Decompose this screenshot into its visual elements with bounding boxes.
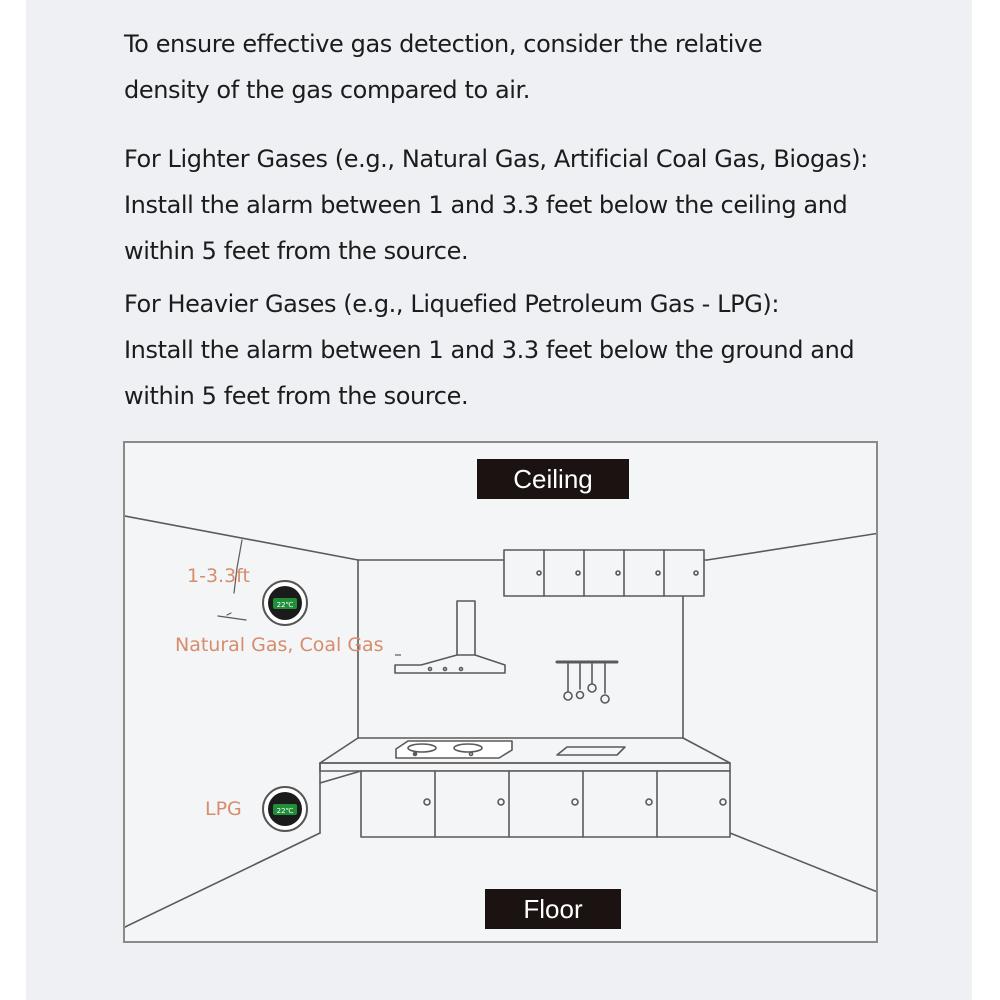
heavier-gases-line: Install the alarm between 1 and 3.3 feet below the ground and xyxy=(124,336,855,364)
ceiling-label: Ceiling xyxy=(477,459,629,499)
base-cabinet xyxy=(361,771,730,837)
intro-line: To ensure effective gas detection, consider the relative xyxy=(124,30,763,58)
detector-reading: 22℃ xyxy=(276,807,294,815)
lighter-gases-line: For Lighter Gases (e.g., Natural Gas, Artificial Coal Gas, Biogas): xyxy=(124,145,868,173)
heavier-gases-line: within 5 feet from the source. xyxy=(124,382,469,410)
lighter-gases-paragraph xyxy=(124,136,884,274)
lighter-gases-line: Install the alarm between 1 and 3.3 feet below the ceiling and xyxy=(124,191,848,219)
floor-edge-right xyxy=(730,833,878,893)
intro-line: density of the gas compared to air. xyxy=(124,76,531,104)
detector-icon xyxy=(263,787,307,831)
floor-edge-left xyxy=(125,833,320,927)
utensil-rack-icon xyxy=(557,662,617,703)
detector-icon xyxy=(263,581,307,625)
heavier-gases-paragraph xyxy=(124,281,884,419)
counter-right-bevel xyxy=(683,738,730,763)
ceiling-edge-left xyxy=(125,516,358,560)
sink-icon xyxy=(557,747,625,755)
upper-cabinet xyxy=(504,550,704,596)
lighter-gases-line: within 5 feet from the source. xyxy=(124,237,469,265)
floor-label: Floor xyxy=(485,889,621,929)
heavier-gases-line: For Heavier Gases (e.g., Liquefied Petroleum Gas - LPG): xyxy=(124,290,780,318)
detector-reading: 22℃ xyxy=(276,601,294,609)
ceiling-edge-right xyxy=(707,533,878,560)
lpg-label: LPG xyxy=(205,798,242,820)
intro-paragraph xyxy=(124,21,884,113)
range-hood-icon xyxy=(395,601,505,673)
counter-left-bevel xyxy=(320,738,358,763)
stove-icon xyxy=(396,741,512,758)
natural-gas-label: Natural Gas, Coal Gas xyxy=(175,634,384,656)
distance-label: 1-3.3ft xyxy=(187,565,250,587)
kitchen-installation-diagram xyxy=(123,441,878,943)
kitchen-line-art xyxy=(125,443,878,943)
